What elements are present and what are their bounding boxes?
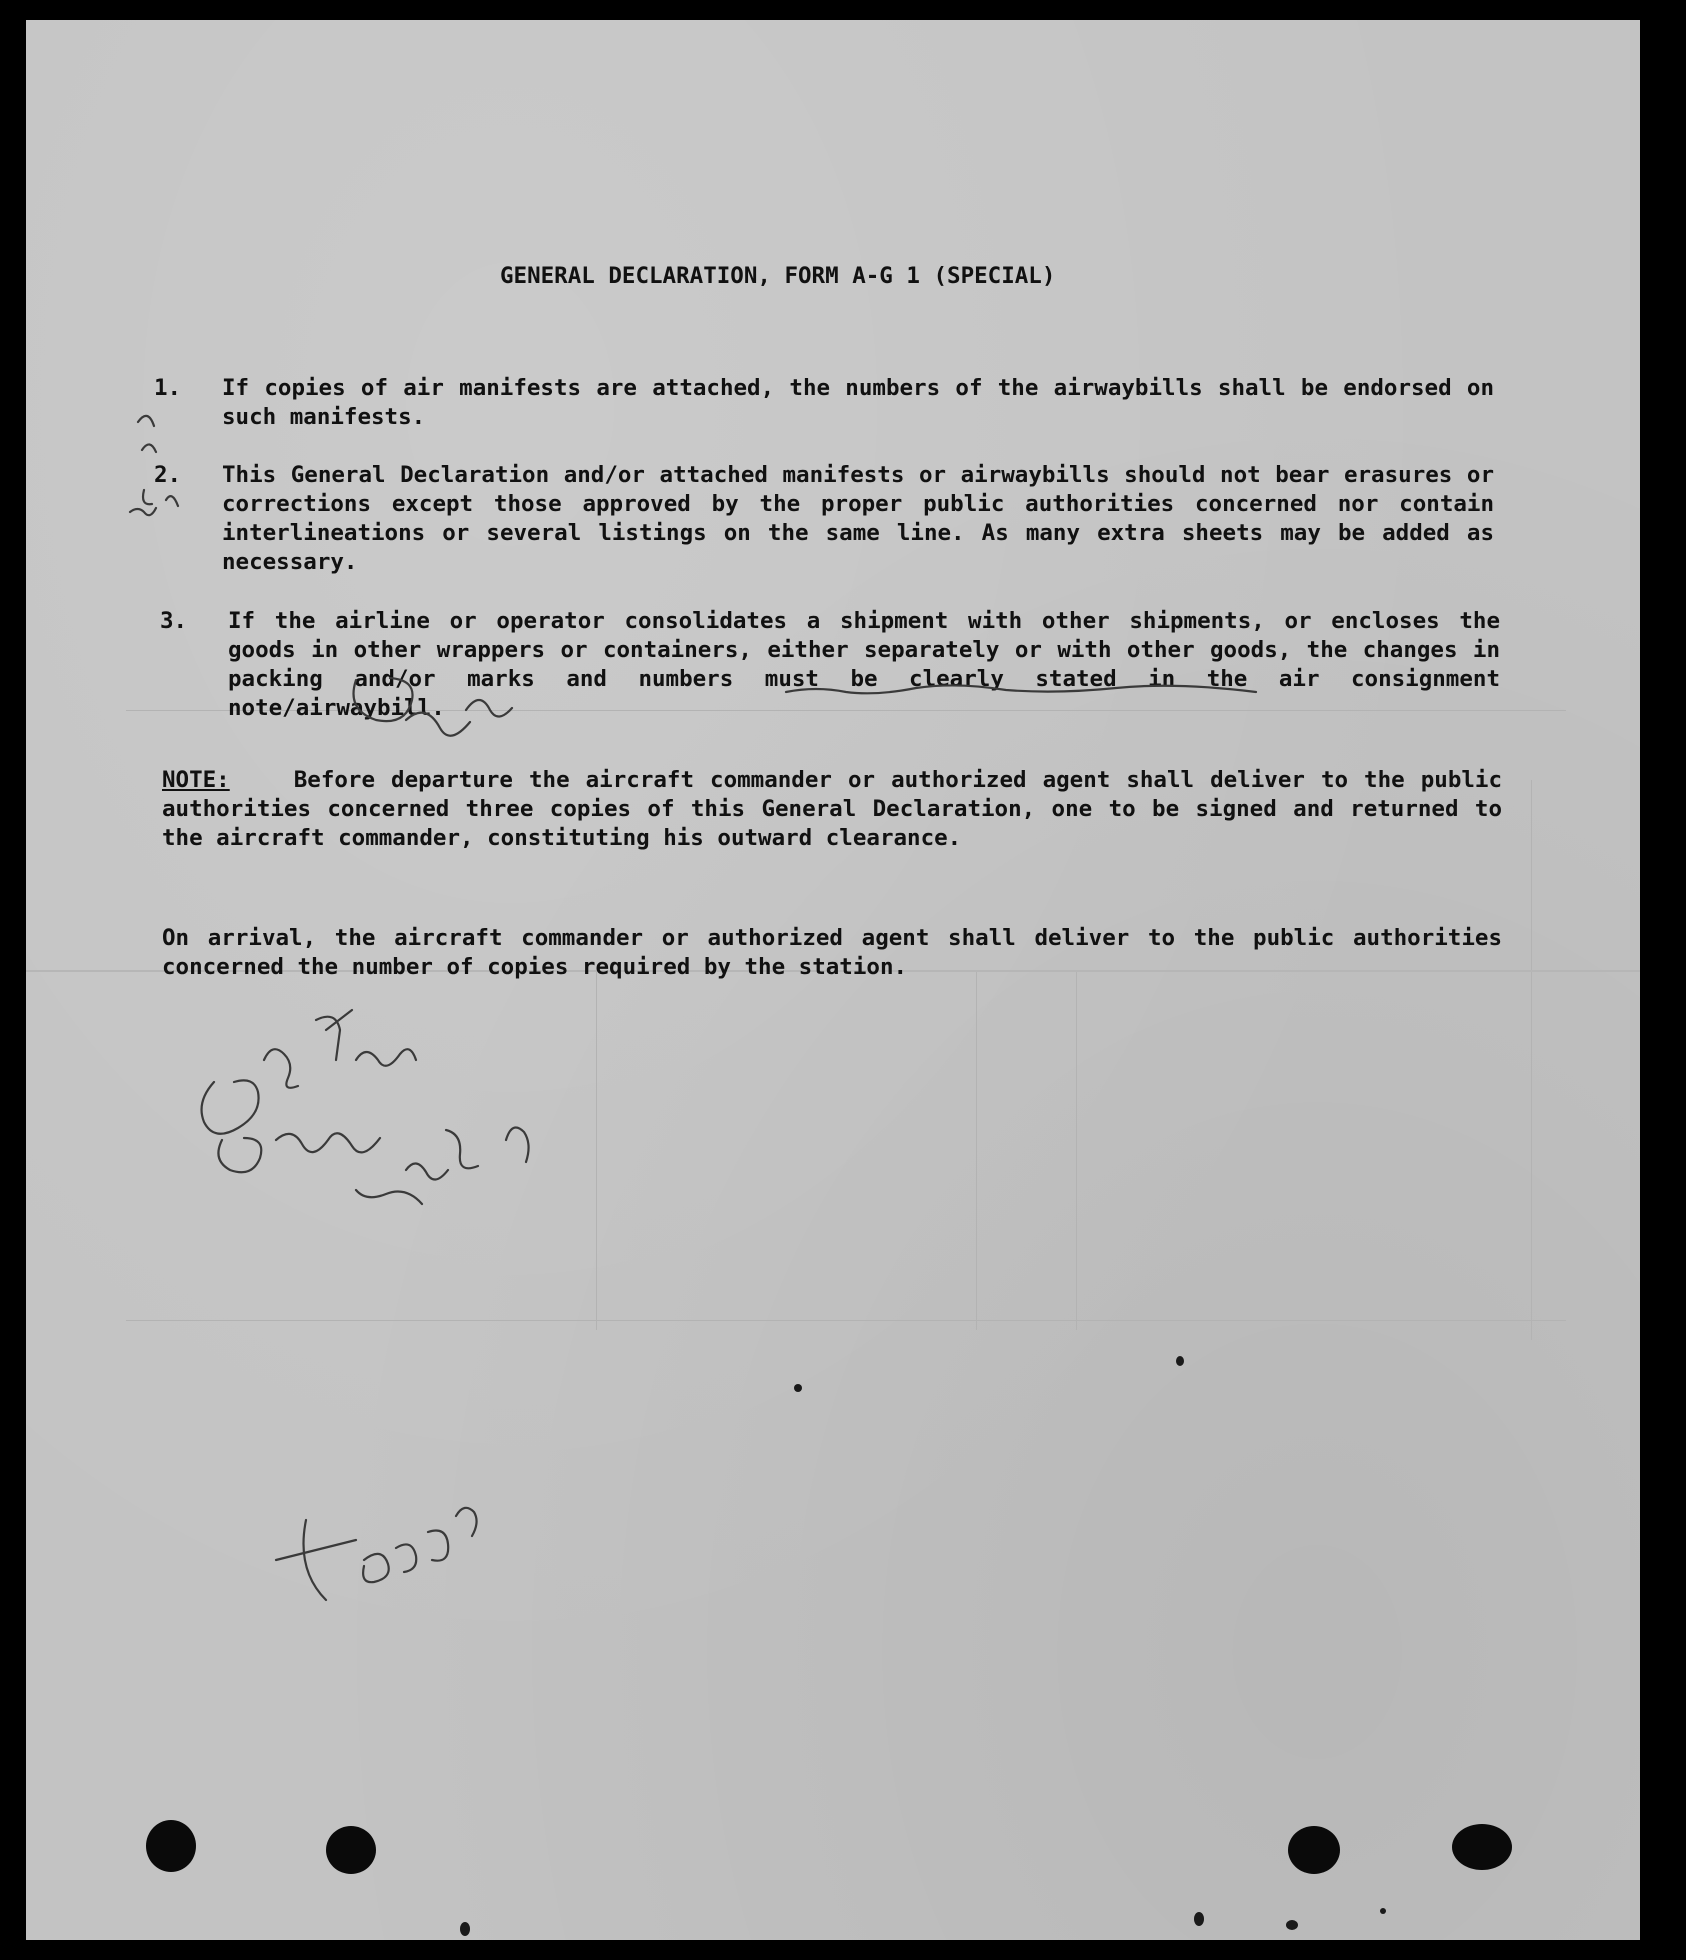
item-number: 3.: [160, 608, 188, 634]
ink-speck: [794, 1384, 802, 1392]
margin-scribble: [130, 416, 178, 515]
ink-speck: [1380, 1908, 1386, 1914]
punch-hole: [1452, 1824, 1512, 1870]
punch-hole: [326, 1826, 376, 1874]
ink-speck: [1286, 1920, 1298, 1930]
item-text: This General Declaration and/or attached manifests or airwaybills should not bear erasures or corrections except those approved by the proper public authorities concerned nor contain interlineations or several listings on the same line. As many extra sheets may be added as necessary.: [222, 462, 1494, 575]
punch-hole: [1288, 1826, 1340, 1874]
ink-speck: [460, 1922, 470, 1936]
ink-speck: [1194, 1912, 1204, 1926]
document-page: [26, 20, 1640, 1940]
note-text: Before departure the aircraft commander or authorized agent shall deliver to the public authorities concerned three copies of this General Declaration, one to be signed and returned to the aircraft commander, constituting his outward clearance.: [162, 767, 1502, 851]
note-label: NOTE:: [162, 767, 230, 793]
handwritten-cluster: [202, 1010, 529, 1204]
page-title: GENERAL DECLARATION, FORM A-G 1 (SPECIAL): [500, 263, 1056, 289]
handwritten-number: [276, 1508, 477, 1600]
item-number: 2.: [154, 462, 182, 488]
item-text: If the airline or operator consolidates a shipment with other shipments, or encloses the goods in other wrappers or containers, either separately or with other goods, the changes in packing and/or marks and numbers must be clearly stated in the air consignment note/airwaybill.: [228, 608, 1500, 721]
punch-hole: [146, 1820, 196, 1872]
item-text: If copies of air manifests are attached, the numbers of the airwaybills shall be endorsed on such manifests.: [222, 375, 1494, 430]
handwritten-annotations: [26, 20, 1640, 1940]
ink-speck: [1176, 1356, 1184, 1366]
item-number: 1.: [154, 375, 182, 401]
signature-scrawl: [354, 678, 1257, 736]
arrival-paragraph: On arrival, the aircraft commander or authorized agent shall deliver to the public authorities concerned the number of copies required by the station.: [162, 925, 1502, 980]
